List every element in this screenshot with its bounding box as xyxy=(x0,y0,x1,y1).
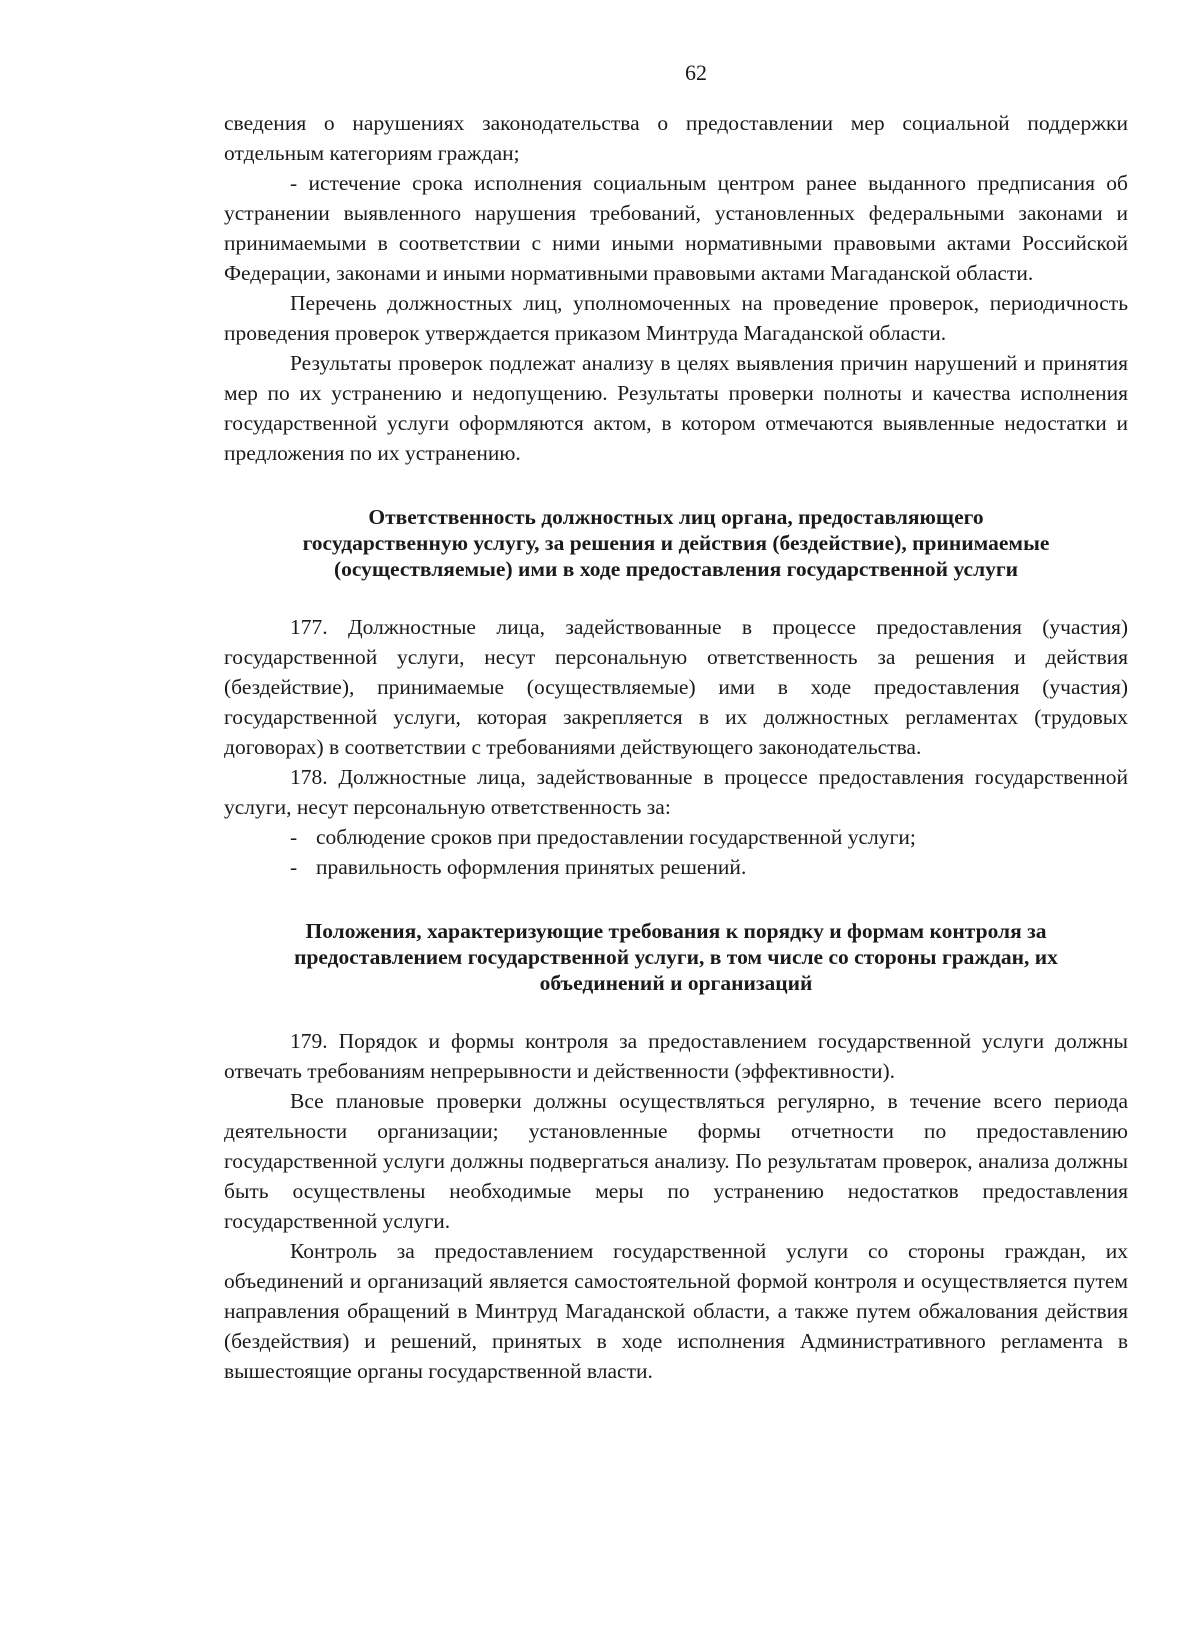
list-item-text: соблюдение сроков при предоставлении государственной услуги; xyxy=(316,825,916,849)
document-page xyxy=(224,58,1128,1386)
bullet-dash: - xyxy=(290,825,298,849)
heading-line: Положения, характеризующие требования к порядку и формам контроля за xyxy=(305,919,1047,943)
paragraph-citizen-control: Контроль за предоставлением государственной услуги со стороны граждан, их объединений и организаций является самостоятельной формой контроля и осуществляется путем направления обращений в Минтруд Магаданской области, а также путем обжалования действия (бездействия) и решений, принятых в ходе исполнения Административного регламента в вышестоящие органы государственной власти. xyxy=(224,1239,1128,1383)
paragraph-178: 178. Должностные лица, задействованные в процессе предоставления государственной услуги, несут персональную ответственность за: xyxy=(224,765,1128,819)
list-item xyxy=(224,852,1128,882)
section-heading-control xyxy=(224,918,1128,996)
heading-line: Ответственность должностных лиц органа, предоставляющего xyxy=(368,505,984,529)
heading-line: предоставлением государственной услуги, в том числе со стороны граждан, их xyxy=(294,945,1058,969)
paragraph-prescription-expiry: - истечение срока исполнения социальным центром ранее выданного предписания об устранении выявленного нарушения требований, установленных федеральными законами и принимаемыми в соответствии с ними иными нормативными правовыми актами Российской Федерации, законами и иными нормативными правовыми актами Магаданской области. xyxy=(224,171,1128,285)
heading-line: объединений и организаций xyxy=(539,971,813,995)
paragraph-officials-list: Перечень должностных лиц, уполномоченных на проведение проверок, периодичность проведения проверок утверждается приказом Минтруда Магаданской области. xyxy=(224,291,1128,345)
paragraph-inspection-results: Результаты проверок подлежат анализу в целях выявления причин нарушений и принятия мер по их устранению и недопущению. Результаты проверки полноты и качества исполнения государственной услуги оформляются актом, в котором отмечаются выявленные недостатки и предложения по их устранению. xyxy=(224,351,1128,465)
page-number: 62 xyxy=(685,60,707,85)
section-heading-responsibility xyxy=(224,504,1128,582)
list-item-text: правильность оформления принятых решений. xyxy=(316,855,747,879)
paragraph-179: 179. Порядок и формы контроля за предоставлением государственной услуги должны отвечать требованиям непрерывности и действенности (эффективности). xyxy=(224,1029,1128,1083)
paragraph-violations-info: сведения о нарушениях законодательства о предоставлении мер социальной поддержки отдельным категориям граждан; xyxy=(224,111,1128,165)
list-item xyxy=(224,822,1128,852)
bullet-dash: - xyxy=(290,855,298,879)
heading-line: государственную услугу, за решения и действия (бездействие), принимаемые xyxy=(302,531,1050,555)
paragraph-planned-inspections: Все плановые проверки должны осуществляться регулярно, в течение всего периода деятельности организации; установленные формы отчетности по предоставлению государственной услуги должны подвергаться анализу. По результатам проверок, анализа должны быть осуществлены необходимые меры по устранению недостатков предоставления государственной услуги. xyxy=(224,1089,1128,1233)
paragraph-177: 177. Должностные лица, задействованные в процессе предоставления (участия) государственной услуги, несут персональную ответственность за решения и действия (бездействие), принимаемые (осуществляемые) ими в ходе предоставления (участия) государственной услуги, которая закрепляется в их должностных регламентах (трудовых договорах) в соответствии с требованиями действующего законодательства. xyxy=(224,615,1128,759)
heading-line: (осуществляемые) ими в ходе предоставления государственной услуги xyxy=(333,557,1019,581)
